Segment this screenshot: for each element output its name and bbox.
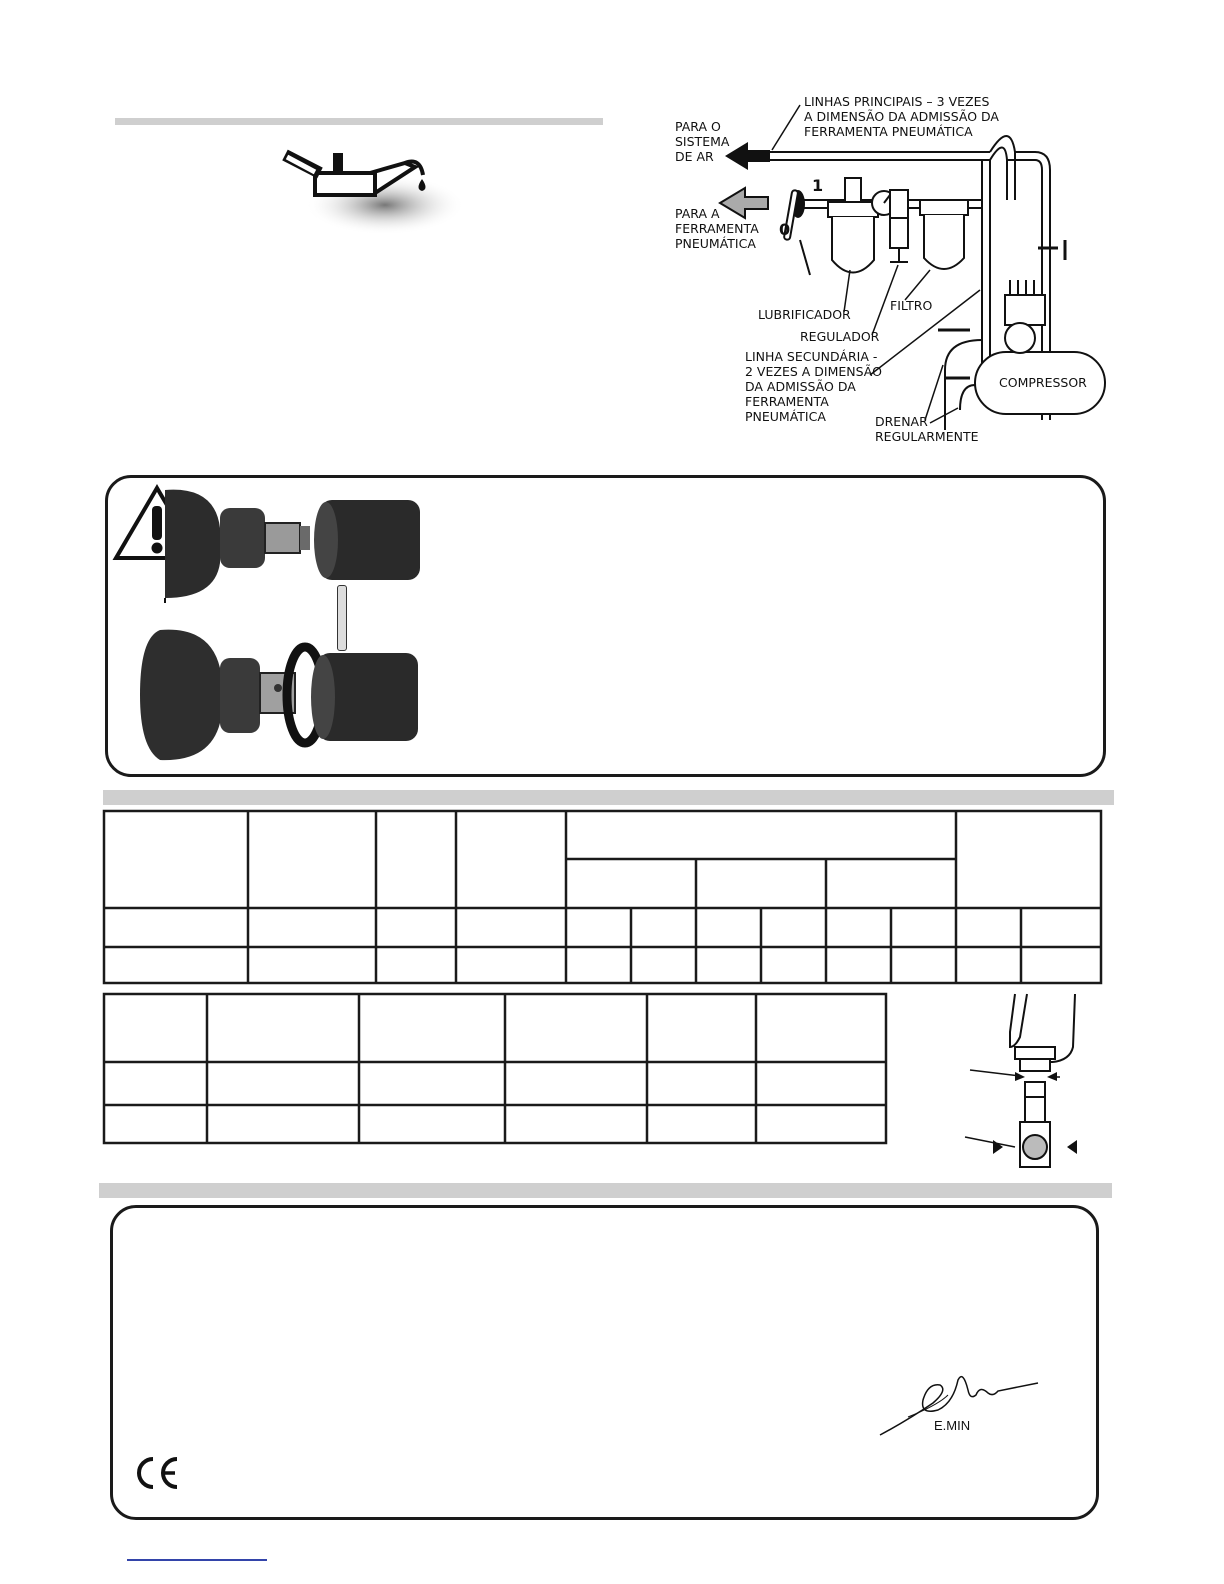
drain-label: DRENAR REGULARMENTE <box>875 414 979 444</box>
to-tool-label: PARA A FERRAMENTA PNEUMÁTICA <box>675 206 759 251</box>
valve-off-label: 0 <box>779 220 791 239</box>
lubrication-section-bar <box>115 118 603 125</box>
secondary-data-table <box>103 993 888 1145</box>
technical-data-table <box>103 810 1103 985</box>
valve-on-label: 1 <box>812 176 824 195</box>
technical-data-section-bar <box>103 790 1114 805</box>
to-air-system-label: PARA O SISTEMA DE AR <box>675 119 730 164</box>
impact-tool-ring-socket-illustration <box>140 628 430 763</box>
impact-tool-socket-illustration <box>160 488 430 603</box>
declaration-box <box>110 1205 1099 1520</box>
filter-label: FILTRO <box>890 298 933 313</box>
lubricator-label: LUBRIFICADOR <box>758 307 851 322</box>
ce-mark-icon <box>133 1455 181 1491</box>
footer-rule <box>127 1559 267 1561</box>
air-inlet-dimension-diagram <box>965 992 1075 1177</box>
signature-image <box>878 1365 1043 1445</box>
oil-can-icon <box>275 145 465 240</box>
secondary-line-label: LINHA SECUNDÁRIA - 2 VEZES A DIMENSÃO DA ADMISSÃO DA FERRAMENTA PNEUMÁTICA <box>745 349 882 424</box>
main-lines-label: LINHAS PRINCIPAIS – 3 VEZES A DIMENSÃO DA ADMISSÃO DA FERRAMENTA PNEUMÁTICA <box>804 94 999 139</box>
regulator-label: REGULADOR <box>800 329 880 344</box>
declaration-section-bar <box>99 1183 1112 1198</box>
compressor-label: COMPRESSOR <box>999 375 1087 390</box>
signature-name: E.MIN <box>934 1418 971 1433</box>
